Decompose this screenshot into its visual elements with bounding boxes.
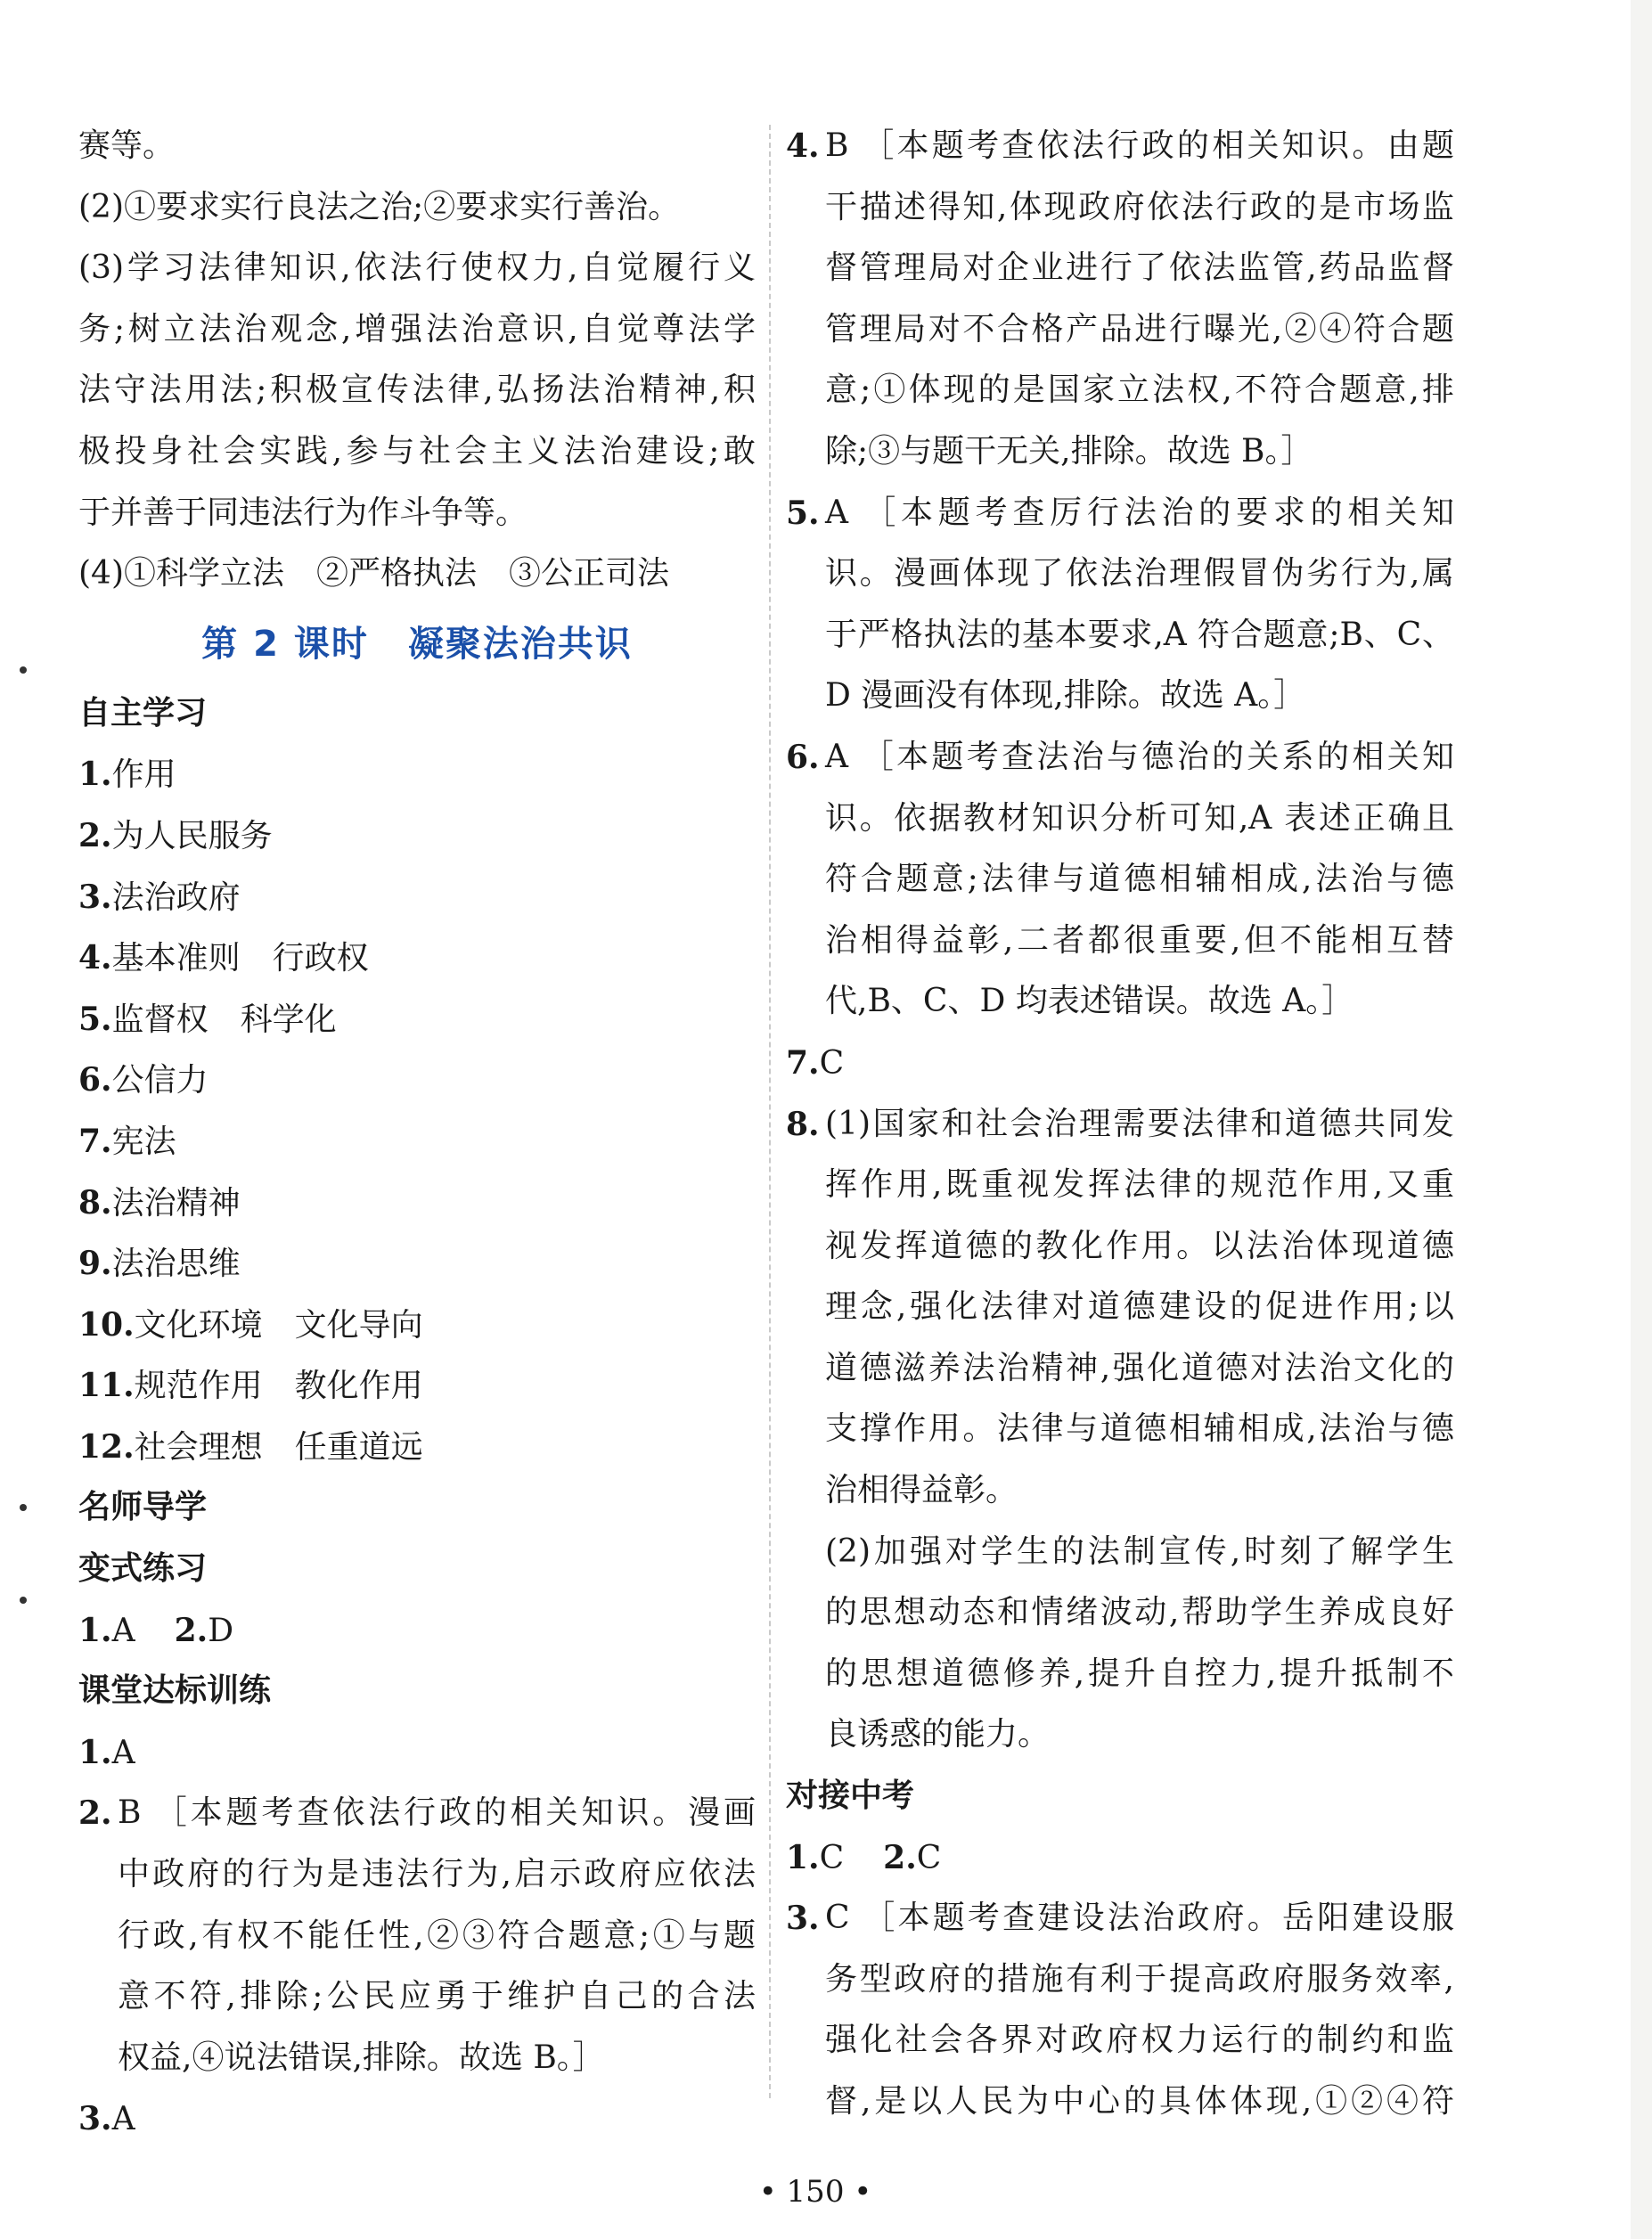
text-line: 强化社会各界对政府权力运行的制约和监 — [825, 2022, 1454, 2059]
text-line: 极投身社会实践,参与社会主义法治建设;敢 — [78, 432, 756, 470]
text-line: 治相得益彰,二者都很重要,但不能相互替 — [825, 921, 1454, 959]
text-line: 挥作用,既重视发挥法律的规范作用,又重 — [825, 1166, 1454, 1204]
list-item: 3.A — [78, 2100, 135, 2138]
variant-answers: 1.A 2.D — [78, 1611, 234, 1649]
section-heading-variant-practice: 变式练习 — [78, 1550, 208, 1588]
list-item: 1.A — [78, 1733, 135, 1771]
text-line: (3)学习法律知识,依法行使权力,自觉履行义 — [78, 249, 756, 287]
text-line: B ［本题考查依法行政的相关知识。漫画 — [118, 1794, 756, 1832]
text-line: 代,B、C、D 均表述错误。故选 A。］ — [825, 983, 1354, 1020]
text-line: 于严格执法的基本要求,A 符合题意;B、C、 — [825, 616, 1454, 653]
list-item: 7.宪法 — [78, 1122, 176, 1160]
lesson-number: 第 2 课时 — [201, 623, 369, 665]
answer-item: 8. (1)国家和社会治理需要法律和道德共同发 挥作用,既重视发挥法律的规范作用,又重 视发挥道德的教化作用。以法治体现道德 理念,强化法律对道德建设的促进作用;以 道德滋养法治精神,强化道德对法治文化的 支撑作用。法律与道德相辅相成,法治与德 治相得益彰。 (2)加强对学生的法制宣传,时刻了解学生 的思想动态和情绪波动,帮助学生养成良好 的思想道德修养,提升自控力,提升抵制不 良诱惑的能力。 — [786, 1094, 1454, 1767]
text-line: 除;③与题干无关,排除。故选 B。］ — [825, 432, 1313, 470]
answer-item: 3. C ［本题考查建设法治政府。岳阳建设服 务型政府的措施有利于提高政府服务效率, 强化社会各界对政府权力运行的制约和监 督,是以人民为中心的具体体现,①②④符 — [786, 1888, 1454, 2132]
text-line: 意不符,排除;公民应勇于维护自己的合法 — [118, 1978, 756, 2015]
answer-item: 5. A ［本题考查厉行法治的要求的相关知 识。漫画体现了依法治理假冒伪劣行为,属 于严格执法的基本要求,A 符合题意;B、C、 D 漫画没有体现,排除。故选 A。］ — [786, 483, 1454, 727]
right-column — [786, 116, 1454, 2133]
text-line: 道德滋养法治精神,强化道德对法治文化的 — [825, 1349, 1454, 1386]
list-item: 4.基本准则 行政权 — [78, 939, 369, 977]
list-item: 5.监督权 科学化 — [78, 1000, 337, 1038]
text-line: 赛等。 — [78, 127, 176, 164]
section-heading-class-training: 课堂达标训练 — [78, 1672, 272, 1710]
text-line: 的思想动态和情绪波动,帮助学生养成良好 — [825, 1594, 1454, 1631]
text-line: 支撑作用。法律与道德相辅相成,法治与德 — [825, 1410, 1454, 1448]
answer-item: 2. B ［本题考查依法行政的相关知识。漫画 中政府的行为是违法行为,启示政府应依法 行政,有权不能任性,②③符合题意;①与题 意不符,排除;公民应勇于维护自己的合法 权益,④说法错误,排除。故选 B。］ — [78, 1783, 756, 2088]
text-line: 识。漫画体现了依法治理假冒伪劣行为,属 — [825, 555, 1454, 592]
text-line: A ［本题考查法治与德治的关系的相关知 — [825, 738, 1454, 775]
text-line: 法守法用法;积极宣传法律,弘扬法治精神,积 — [78, 372, 756, 409]
list-item: 2.为人民服务 — [78, 816, 273, 854]
exam-answers: 1.C 2.C — [786, 1838, 942, 1876]
text-line: (4)①科学立法 ②严格执法 ③公正司法 — [78, 555, 669, 592]
text-line: A ［本题考查厉行法治的要求的相关知 — [825, 494, 1454, 531]
text-line: 务型政府的措施有利于提高政府服务效率, — [825, 1960, 1454, 1998]
column-divider — [769, 125, 771, 2098]
text-line: 行政,有权不能任性,②③符合题意;①与题 — [118, 1916, 756, 1954]
text-line: 督,是以人民为中心的具体体现,①②④符 — [825, 2083, 1454, 2120]
text-line: 视发挥道德的教化作用。以法治体现道德 — [825, 1227, 1454, 1264]
list-item: 3.法治政府 — [78, 878, 241, 916]
lesson-title — [78, 605, 756, 683]
scan-mark — [20, 1504, 27, 1511]
text-line: (2)加强对学生的法制宣传,时刻了解学生 — [825, 1532, 1454, 1570]
text-line: 督管理局对企业进行了依法监管,药品监督 — [825, 249, 1454, 287]
answer-item: 6. A ［本题考查法治与德治的关系的相关知 识。依据教材知识分析可知,A 表述正确且 符合题意;法律与道德相辅相成,法治与德 治相得益彰,二者都很重要,但不能相互替 代,B、C、D 均表述错误。故选 A。］ — [786, 727, 1454, 1033]
text-line: 良诱惑的能力。 — [825, 1716, 1051, 1753]
text-line: 中政府的行为是违法行为,启示政府应依法 — [118, 1856, 756, 1893]
section-heading-exam: 对接中考 — [786, 1777, 915, 1815]
list-item: 6.公信力 — [78, 1061, 209, 1099]
scan-mark — [20, 666, 27, 674]
text-line: D 漫画没有体现,排除。故选 A。］ — [825, 677, 1306, 715]
scan-mark — [20, 1597, 27, 1604]
lesson-name: 凝聚法治共识 — [407, 623, 633, 665]
text-line: 管理局对不合格产品进行曝光,②④符合题 — [825, 310, 1454, 347]
list-item: 11.规范作用 教化作用 — [78, 1367, 423, 1405]
section-heading-teacher-guide: 名师导学 — [78, 1489, 208, 1526]
list-item: 12.社会理想 任重道远 — [78, 1427, 423, 1466]
list-item: 1.作用 — [78, 756, 176, 794]
text-line: 意;①体现的是国家立法权,不符合题意,排 — [825, 372, 1454, 409]
list-item: 8.法治精神 — [78, 1183, 241, 1222]
text-line: 务;树立法治观念,增强法治意识,自觉尊法学 — [78, 310, 756, 347]
section-heading-self-study: 自主学习 — [78, 694, 208, 731]
text-line: B ［本题考查依法行政的相关知识。由题 — [825, 127, 1454, 164]
list-item: 10.文化环境 文化导向 — [78, 1305, 423, 1344]
text-line: C ［本题考查建设法治政府。岳阳建设服 — [825, 1900, 1454, 1937]
text-line: 理念,强化法律对道德建设的促进作用;以 — [825, 1288, 1454, 1326]
page-number: • 150 • — [758, 2174, 872, 2210]
text-line: (1)国家和社会治理需要法律和道德共同发 — [825, 1105, 1454, 1142]
text-line: 治相得益彰。 — [825, 1472, 1018, 1509]
answer-item: 4. B ［本题考查依法行政的相关知识。由题 干描述得知,体现政府依法行政的是市场监 督管理局对企业进行了依法监管,药品监督 管理局对不合格产品进行曝光,②④符合题 意;①体现的是国家立法权,不符合题意,排 除;③与题干无关,排除。故选 B。］ — [786, 116, 1454, 483]
text-line: 识。依据教材知识分析可知,A 表述正确且 — [825, 799, 1454, 837]
text-line: 权益,④说法错误,排除。故选 B。］ — [118, 2039, 605, 2076]
text-line: (2)①要求实行良法之治;②要求实行善治。 — [78, 188, 681, 225]
left-column — [78, 116, 756, 2150]
text-line: 符合题意;法律与道德相辅相成,法治与德 — [825, 861, 1454, 898]
text-line: 干描述得知,体现政府依法行政的是市场监 — [825, 188, 1454, 225]
list-item: 9.法治思维 — [78, 1245, 241, 1283]
list-item: 7.C — [786, 1043, 845, 1082]
text-line: 于并善于同违法行为作斗争等。 — [78, 494, 528, 531]
text-line: 的思想道德修养,提升自控力,提升抵制不 — [825, 1655, 1454, 1692]
